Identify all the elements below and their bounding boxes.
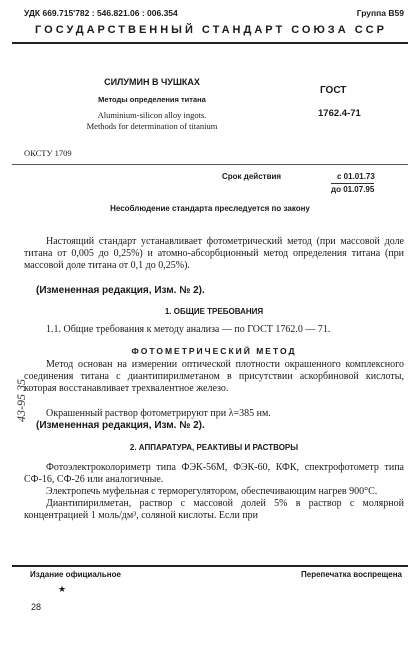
edition-note-2: (Измененная редакция, Изм. № 2). bbox=[36, 420, 205, 431]
intro-text: Настоящий стандарт устанавливает фотометрический метод (при массовой доле титана от 0,005 до 0,25%) и атомно-абсорбционный метод определения титана (при массовой доле титана от 0,1 до 0,25%). bbox=[24, 236, 404, 271]
requirement-1-1 bbox=[24, 324, 404, 336]
equipment-2: Электропечь муфельная с терморегулятором, обеспечивающим нагрев 900°С. bbox=[46, 486, 378, 497]
method-heading: ФОТОМЕТРИЧЕСКИЙ МЕТОД bbox=[131, 346, 297, 356]
method-text: Метод основан на измерении оптической плотности окрашенного комплексного соединения титана с диантипирилметаном в присутствии аскорбиновой кислоты, которая восстанавливает трехвалентное железо. bbox=[24, 359, 404, 394]
section-2-heading: 2. АППАРАТУРА, РЕАКТИВЫ И РАСТВОРЫ bbox=[129, 443, 299, 452]
equipment-paragraphs bbox=[24, 462, 404, 522]
validity-from: с 01.01.73 bbox=[337, 172, 375, 181]
standard-header: ГОСУДАРСТВЕННЫЙ СТАНДАРТ СОЮЗА ССР bbox=[35, 24, 387, 36]
bottom-rule bbox=[12, 565, 408, 567]
validity-to: до 01.07.95 bbox=[331, 185, 375, 194]
edition-note-1: (Измененная редакция, Изм. № 2). bbox=[36, 285, 205, 296]
photometry-paragraph bbox=[24, 408, 404, 420]
english-title: Aluminium-silicon alloy ingots. bbox=[97, 110, 207, 120]
handwritten-margin-stamp: 43-95 35 bbox=[14, 379, 28, 422]
section-1-heading: 1. ОБЩИЕ ТРЕБОВАНИЯ bbox=[164, 307, 264, 316]
equipment-1: Фотоэлектроколориметр типа ФЭК-56М, ФЭК-60, КФК, спектрофотометр типа СФ-16, СФ-26 или аналогичные. bbox=[24, 462, 404, 485]
official-edition-label: Издание официальное bbox=[30, 570, 121, 579]
middle-rule bbox=[12, 164, 408, 165]
top-rule bbox=[12, 42, 408, 44]
okstu-code: ОКСТУ 1709 bbox=[24, 148, 72, 158]
validity-label: Срок действия bbox=[222, 172, 282, 181]
requirement-1-1-text: 1.1. Общие требования к методу анализа — по ГОСТ 1762.0 — 71. bbox=[46, 324, 331, 335]
udk-code: УДК 669.715'782 : 546.821.06 : 006.354 bbox=[24, 8, 178, 18]
equipment-3: Диантипирилметан, раствор с массовой долей 5% в раствор с молярной концентрацией 1 моль/дм³, соляной кислоты. Если при bbox=[24, 498, 404, 521]
document-subtitle: Методы определения титана bbox=[98, 95, 206, 104]
reprint-prohibited-label: Перепечатка воспрещена bbox=[301, 570, 402, 579]
method-paragraph bbox=[24, 359, 404, 395]
group-code: Группа В59 bbox=[356, 8, 404, 18]
intro-paragraph bbox=[24, 236, 404, 272]
gost-number: 1762.4-71 bbox=[318, 108, 361, 119]
star-icon: ★ bbox=[58, 584, 67, 594]
document-title: СИЛУМИН В ЧУШКАХ bbox=[104, 77, 200, 87]
page-number: 28 bbox=[31, 602, 42, 612]
gost-label: ГОСТ bbox=[320, 85, 347, 96]
legal-notice: Несоблюдение стандарта преследуется по закону bbox=[110, 204, 310, 213]
photometry-text: Окрашенный раствор фотометрируют при λ=385 нм. bbox=[46, 408, 271, 419]
english-subtitle: Methods for determination of titanium bbox=[86, 121, 218, 131]
